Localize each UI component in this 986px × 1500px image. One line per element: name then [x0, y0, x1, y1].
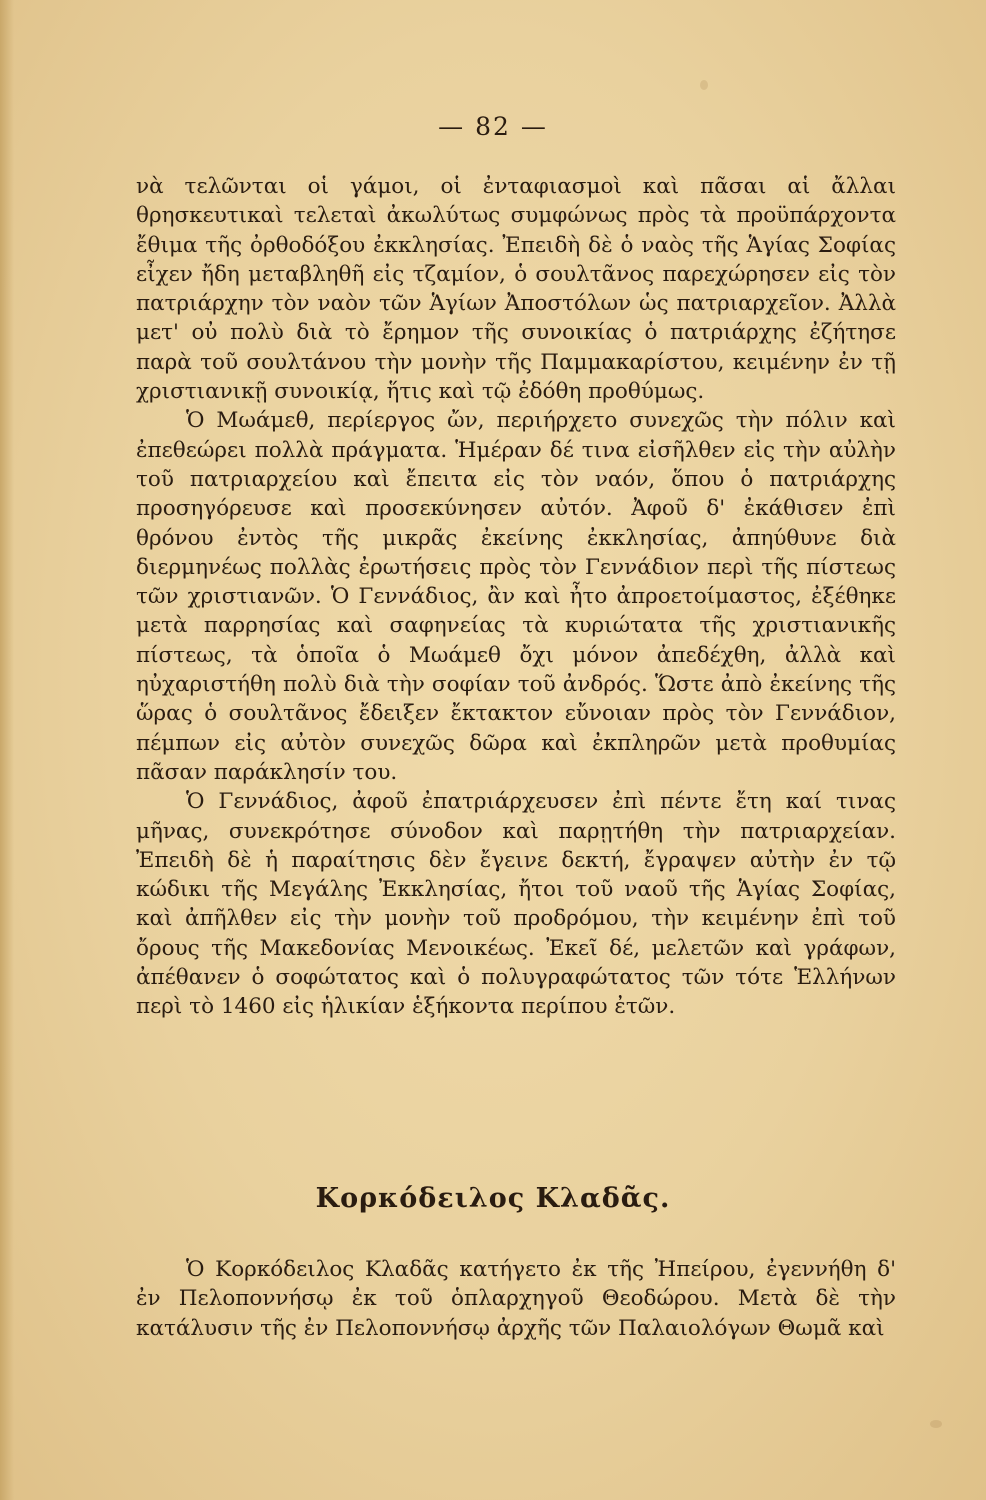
paper-stain — [930, 1420, 942, 1428]
paragraph-mohammed-visit: Ὁ Μωάμεθ, περίεργος ὤν, περιήρχετο συνεχῶς τὴν πόλιν καὶ ἐπεθεώρει πολλὰ πράγματα. Ἡμέραν δέ τινα εἰσῆλθεν εἰς τὴν αὐλὴν τοῦ πατριαρχείου καὶ ἔπειτα εἰς τὸν ναόν, ὅπου ὁ πατριάρχης προσηγόρευσε καὶ προσεκύνησεν αὐτόν. Ἀφοῦ δ' ἐκάθισεν ἐπὶ θρόνου ἐντὸς τῆς μικρᾶς ἐκείνης ἐκκλησίας, ἀπηύθυνε διὰ διερμηνέως πολλὰς ἐρωτήσεις πρὸς τὸν Γεννάδιον περὶ τῆς πίστεως τῶν χριστιανῶν. Ὁ Γεννάδιος, ἂν καὶ ἦτο ἀπροετοίμαστος, ἐξέθηκε μετὰ παρρησίας καὶ σαφηνείας τὰ κυριώτατα τῆς χριστιανικῆς πίστεως, τὰ ὁποῖα ὁ Μωάμεθ ὄχι μόνον ἀπεδέχθη, ἀλλὰ καὶ ηὐχαριστήθη πολὺ διὰ τὴν σοφίαν τοῦ ἀνδρός. Ὥστε ἀπὸ ἐκείνης τῆς ὥρας ὁ σουλτᾶνος ἔδειξεν ἔκτακτον εὔνοιαν πρὸς τὸν Γεννάδιον, πέμπων εἰς αὐτὸν συνεχῶς δῶρα καὶ ἐκπληρῶν μετὰ προθυμίας πᾶσαν παράκλησίν του. — [136, 408, 896, 785]
page-number: — 82 — — [438, 112, 548, 141]
paragraph-continuation: νὰ τελῶνται οἱ γάμοι, οἱ ἐνταφιασμοὶ καὶ πᾶσαι αἱ ἄλλαι θρησκευτικαὶ τελεταὶ ἀκωλύτως συμφώνως πρὸς τὰ προϋπάρχοντα ἔθιμα τῆς ὀρθοδόξου ἐκκλησίας. Ἐπειδὴ δὲ ὁ ναὸς τῆς Ἁγίας Σοφίας εἶχεν ἤδη μεταβληθῆ εἰς τζαμίον, ὁ σουλτᾶνος παρεχώρησεν εἰς τὸν πατριάρχην τὸν ναὸν τῶν Ἁγίων Ἀποστόλων ὡς πατριαρχεῖον. Ἀλλὰ μετ' οὐ πολὺ διὰ τὸ ἔρημον τῆς συνοικίας ὁ πατριάρχης ἐζήτησε παρὰ τοῦ σουλτάνου τὴν μονὴν τῆς Παμμακαρίστου, κειμένην ἐν τῇ χριστιανικῇ συνοικίᾳ, ἥτις καὶ τῷ ἐδόθη προθύμως. — [136, 174, 896, 405]
section-text-block — [136, 1255, 896, 1343]
paper-stain — [700, 80, 708, 90]
page-edge-shadow — [0, 0, 14, 1500]
main-text-block — [136, 172, 896, 1022]
paragraph-kladas-intro: Ὁ Κορκόδειλος Κλαδᾶς κατήγετο ἐκ τῆς Ἠπείρου, ἐγεννήθη δ' ἐν Πελοποννήσῳ ἐκ τοῦ ὁπλαρχηγοῦ Θεοδώρου. Μετὰ δὲ τὴν κατάλυσιν τῆς ἐν Πελοποννήσῳ ἀρχῆς τῶν Παλαιολόγων Θωμᾶ καὶ — [136, 1257, 896, 1341]
section-heading: Κορκόδειλος Κλαδᾶς. — [315, 1183, 671, 1214]
paragraph-gennadios-resignation: Ὁ Γεννάδιος, ἀφοῦ ἐπατριάρχευσεν ἐπὶ πέντε ἔτη καί τινας μῆνας, συνεκρότησε σύνοδον καὶ παρῃτήθη τὴν πατριαρχείαν. Ἐπειδὴ δὲ ἡ παραίτησις δὲν ἔγεινε δεκτή, ἔγραψεν αὐτὴν ἐν τῷ κώδικι τῆς Μεγάλης Ἐκκλησίας, ἤτοι τοῦ ναοῦ τῆς Ἁγίας Σοφίας, καὶ ἀπῆλθεν εἰς τὴν μονὴν τοῦ προδρόμου, τὴν κειμένην ἐπὶ τοῦ ὄρους τῆς Μακεδονίας Μενοικέως. Ἐκεῖ δέ, μελετῶν καὶ γράφων, ἀπέθανεν ὁ σοφώτατος καὶ ὁ πολυγραφώτατος τῶν τότε Ἑλλήνων περὶ τὸ 1460 εἰς ἡλικίαν ἑξήκοντα περίπου ἐτῶν. — [136, 789, 896, 1020]
